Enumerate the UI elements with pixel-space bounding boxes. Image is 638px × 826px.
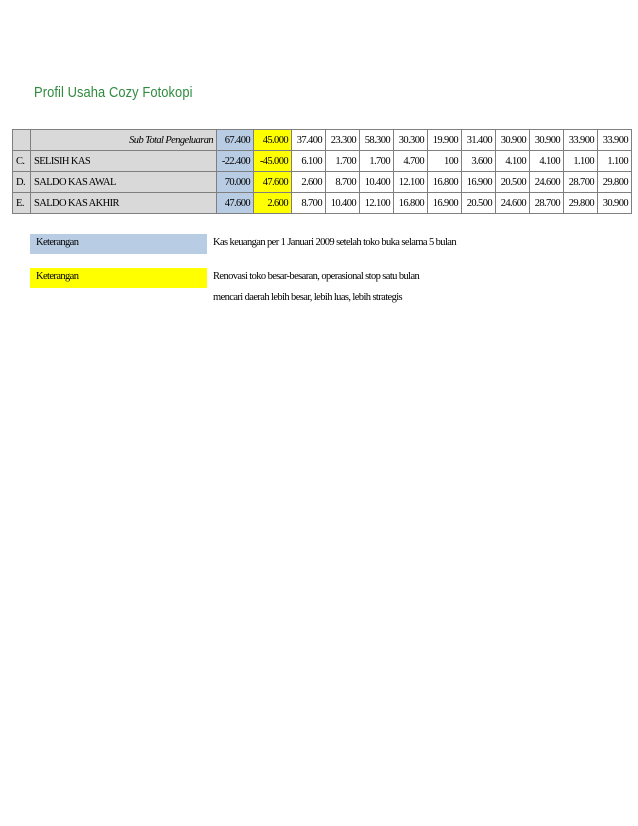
row-value: 1.700 — [326, 151, 360, 172]
table-row — [13, 172, 632, 193]
row-value: 8.700 — [292, 193, 326, 214]
subtotal-value: 30.300 — [394, 130, 428, 151]
row-label: SELISIH KAS — [31, 151, 217, 172]
row-value: 28.700 — [530, 193, 564, 214]
row-value: 12.100 — [360, 193, 394, 214]
row-value: 2.600 — [254, 193, 292, 214]
row-label: SALDO KAS AKHIR — [31, 193, 217, 214]
row-value: 16.900 — [428, 193, 462, 214]
row-value: -22.400 — [217, 151, 254, 172]
row-value: 2.600 — [292, 172, 326, 193]
row-value: -45.000 — [254, 151, 292, 172]
subtotal-value: 58.300 — [360, 130, 394, 151]
row-value: 8.700 — [326, 172, 360, 193]
row-value: 47.600 — [217, 193, 254, 214]
subtotal-row — [13, 130, 632, 151]
row-letter: D. — [13, 172, 31, 193]
subtotal-value: 67.400 — [217, 130, 254, 151]
subtotal-value: 23.300 — [326, 130, 360, 151]
row-value: 3.600 — [462, 151, 496, 172]
row-value: 70.000 — [217, 172, 254, 193]
row-label: SALDO KAS AWAL — [31, 172, 217, 193]
row-value: 100 — [428, 151, 462, 172]
subtotal-value: 33.900 — [598, 130, 632, 151]
row-value: 24.600 — [496, 193, 530, 214]
subtotal-value: 30.900 — [496, 130, 530, 151]
subtotal-value: 30.900 — [530, 130, 564, 151]
subtotal-value: 37.400 — [292, 130, 326, 151]
row-value: 29.800 — [598, 172, 632, 193]
row-value: 1.700 — [360, 151, 394, 172]
row-value: 4.700 — [394, 151, 428, 172]
row-value: 20.500 — [462, 193, 496, 214]
row-value: 29.800 — [564, 193, 598, 214]
row-value: 1.100 — [564, 151, 598, 172]
row-letter-cell — [13, 130, 31, 151]
subtotal-value: 33.900 — [564, 130, 598, 151]
row-value: 4.100 — [496, 151, 530, 172]
row-value: 10.400 — [326, 193, 360, 214]
cash-flow-table — [12, 129, 632, 214]
note-label-1: Keterangan — [30, 234, 207, 254]
row-value: 28.700 — [564, 172, 598, 193]
note-text-2-line2: mencari daerah lebih besar, lebih luas, lebih strategis — [213, 292, 403, 303]
row-value: 16.800 — [428, 172, 462, 193]
row-value: 6.100 — [292, 151, 326, 172]
row-value: 20.500 — [496, 172, 530, 193]
row-value: 10.400 — [360, 172, 394, 193]
note-text-1: Kas keuangan per 1 Januari 2009 setelah toko buka selama 5 bulan — [213, 237, 456, 248]
note-text-2-line1: Renovasi toko besar-besaran, operasional stop satu bulan — [213, 271, 420, 282]
row-value: 30.900 — [598, 193, 632, 214]
table-row — [13, 193, 632, 214]
page-title: Profil Usaha Cozy Fotokopi — [34, 84, 193, 101]
subtotal-value: 19.900 — [428, 130, 462, 151]
row-value: 1.100 — [598, 151, 632, 172]
row-letter: E. — [13, 193, 31, 214]
row-value: 24.600 — [530, 172, 564, 193]
row-value: 4.100 — [530, 151, 564, 172]
subtotal-label: Sub Total Pengeluaran — [31, 130, 217, 151]
row-letter: C. — [13, 151, 31, 172]
row-value: 16.800 — [394, 193, 428, 214]
row-value: 16.900 — [462, 172, 496, 193]
subtotal-value: 45.000 — [254, 130, 292, 151]
row-value: 12.100 — [394, 172, 428, 193]
row-value: 47.600 — [254, 172, 292, 193]
subtotal-value: 31.400 — [462, 130, 496, 151]
note-label-2: Keterangan — [30, 268, 207, 288]
table-row — [13, 151, 632, 172]
